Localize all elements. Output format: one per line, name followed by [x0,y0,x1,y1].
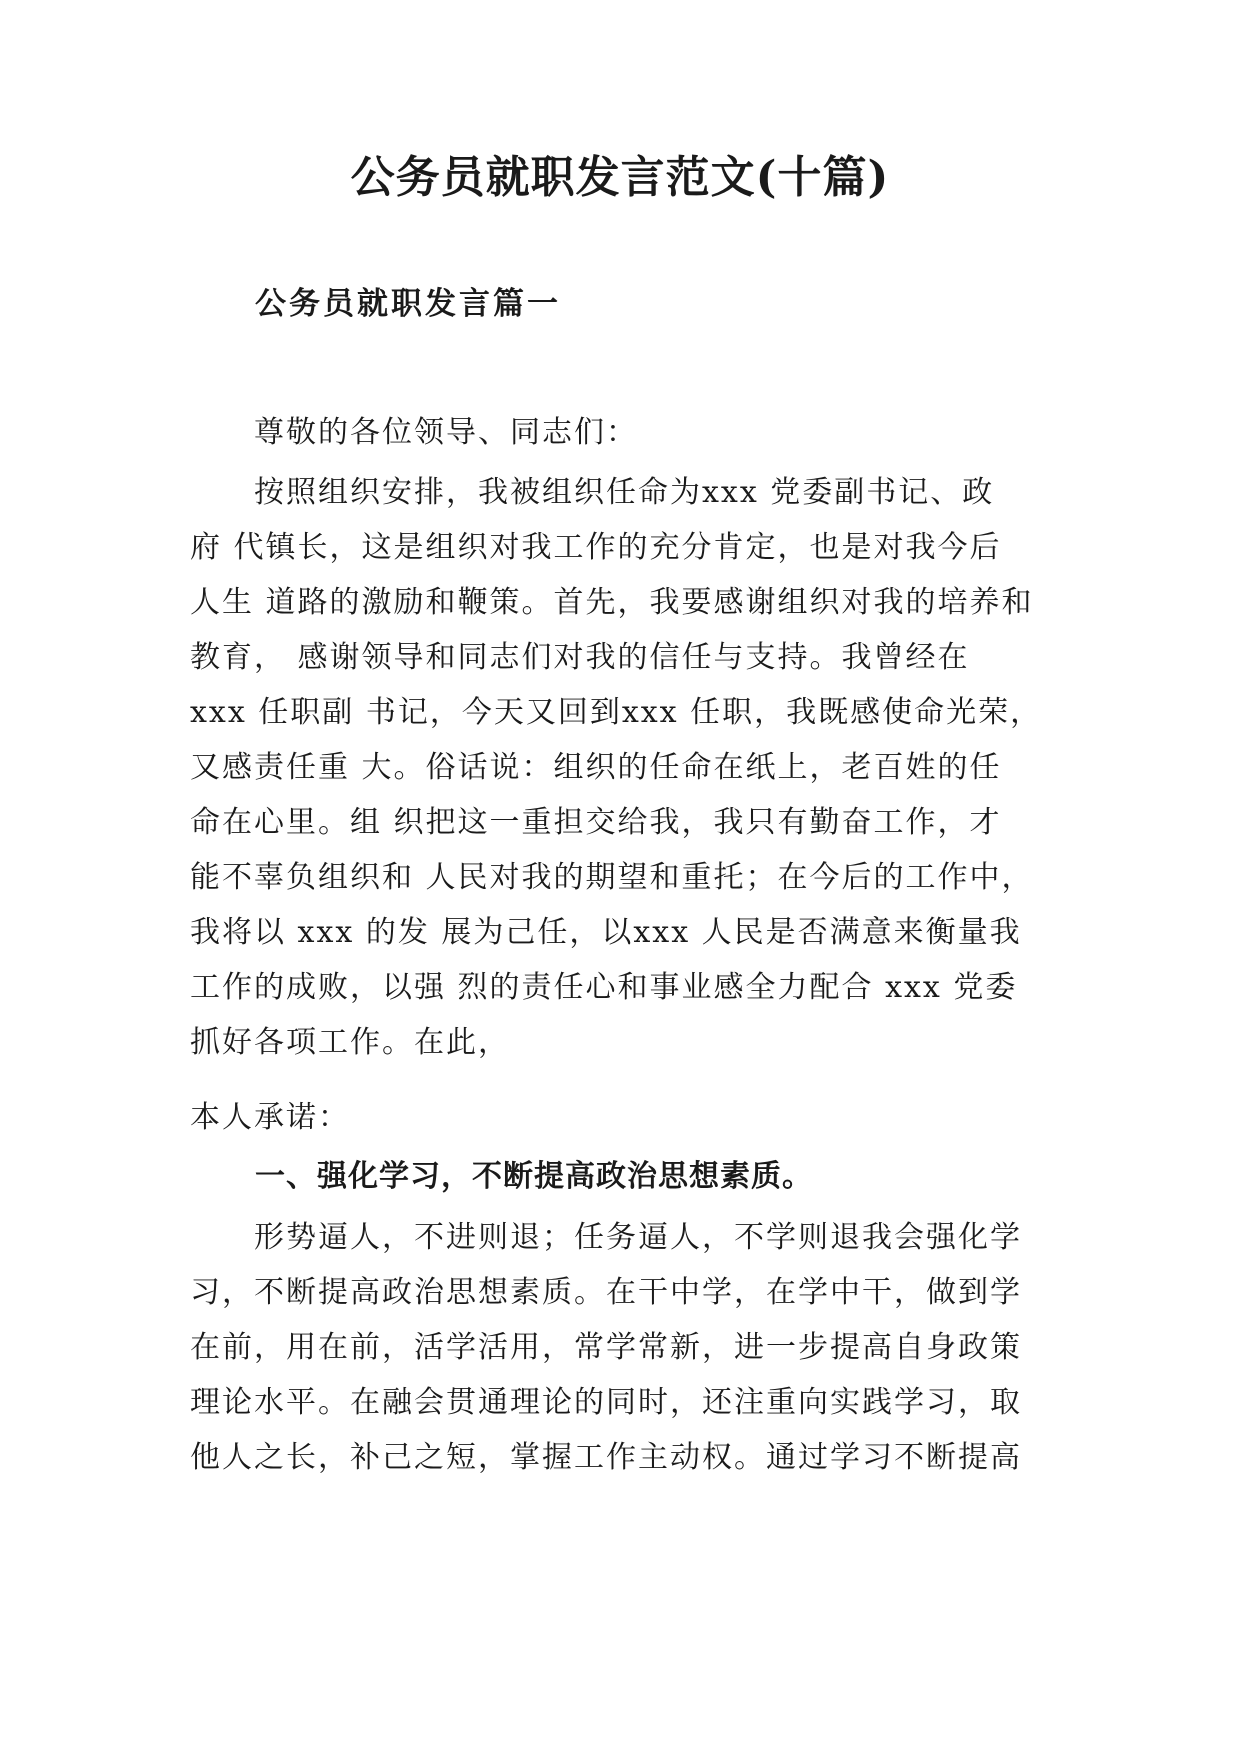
paragraph-line: 能不辜负组织和 人民对我的期望和重托；在今后的工作中， [190,860,1034,895]
salutation: 尊敬的各位领导、同志们： [254,415,638,450]
promise-line: 本人承诺： [190,1100,350,1135]
paragraph-line: 他人之长，补己之短，掌握工作主动权。通过学习不断提高 [190,1440,1022,1475]
paragraph-line: 理论水平。在融会贯通理论的同时，还注重向实践学习，取 [190,1385,1022,1420]
paragraph-line: 形势逼人，不进则退；任务逼人，不学则退我会强化学 [254,1220,1022,1255]
paragraph-line: 府 代镇长，这是组织对我工作的充分肯定，也是对我今后 [190,530,1002,565]
subheading: 一、强化学习，不断提高政治思想素质。 [255,1159,813,1194]
paragraph-line: 抓好各项工作。在此， [190,1025,510,1060]
paragraph-1 [190,465,1060,1070]
paragraph-line: 教育， 感谢领导和同志们对我的信任与支持。我曾经在 [190,640,970,675]
paragraph-line: 命在心里。组 织把这一重担交给我，我只有勤奋工作，才 [190,805,1002,840]
paragraph-line: 习，不断提高政治思想素质。在干中学，在学中干，做到学 [190,1275,1022,1310]
paragraph-line: 又感责任重 大。俗话说：组织的任命在纸上，老百姓的任 [190,750,1002,785]
document-title: 公务员就职发言范文(十篇) [350,152,890,203]
paragraph-line: 按照组织安排，我被组织任命为xxx 党委副书记、政 [254,475,995,510]
paragraph-2 [190,1210,1060,1485]
paragraph-line: 我将以 xxx 的发 展为己任，以xxx 人民是否满意来衡量我 [190,915,1022,950]
paragraph-line: 在前，用在前，活学活用，常学常新，进一步提高自身政策 [190,1330,1022,1365]
paragraph-line: xxx 任职副 书记，今天又回到xxx 任职，我既感使命光荣， [190,695,1043,730]
section-title: 公务员就职发言篇一 [255,286,561,322]
paragraph-line: 人生 道路的激励和鞭策。首先，我要感谢组织对我的培养和 [190,585,1034,620]
paragraph-line: 工作的成败，以强 烈的责任心和事业感全力配合 xxx 党委 [190,970,1018,1005]
